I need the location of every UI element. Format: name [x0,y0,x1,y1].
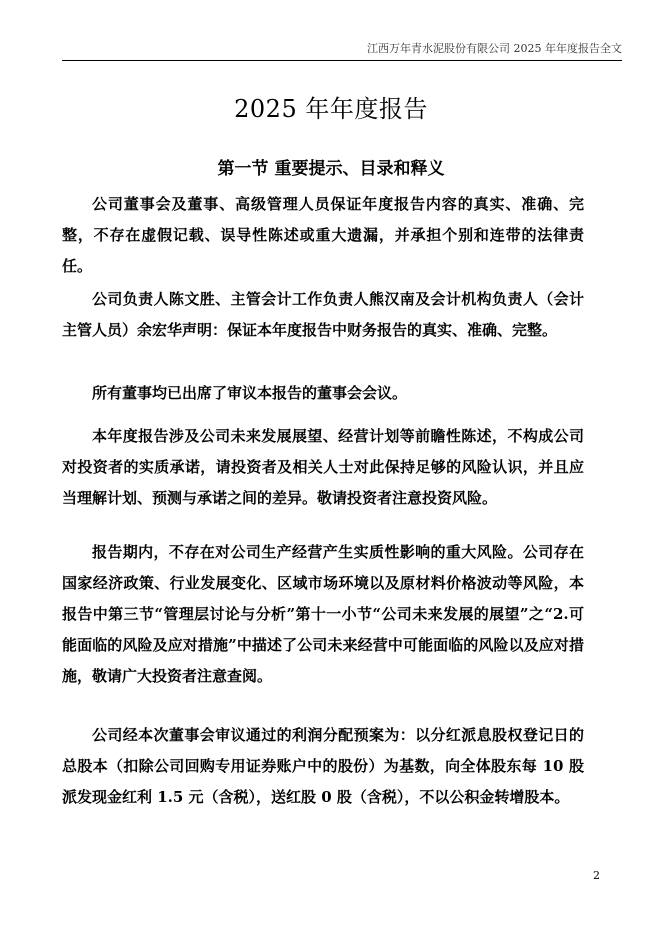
paragraph-board-guarantee: 公司董事会及董事、高级管理人员保证年度报告内容的真实、准确、完整，不存在虚假记载、误导性陈述或重大遗漏，并承担个别和连带的法律责任。 [62,195,584,275]
paragraph-board-attendance: 所有董事均已出席了审议本报告的董事会会议。 [92,384,408,402]
running-header: 江西万年青水泥股份有限公司 2025 年年度报告全文 [367,42,622,55]
paragraph-profit-distribution: 公司经本次董事会审议通过的利润分配预案为：以分红派息股权登记日的总股本（扣除公司回购专用证券账户中的股份）为基数，向全体股东每 10 股派发现金红利 1.5 元（含税），送红股 0 股（含税），不以公积金转增股本。 [62,726,584,806]
section-title: 第一节 重要提示、目录和释义 [217,159,445,180]
header-divider [62,60,622,61]
paragraph-responsible-persons: 公司负责人陈文胜、主管会计工作负责人熊汉南及会计机构负责人（会计主管人员）余宏华声明：保证本年度报告中财务报告的真实、准确、完整。 [62,290,584,339]
document-title: 2025 年年度报告 [234,95,428,124]
page-number: 2 [593,869,600,882]
paragraph-forward-looking: 本年度报告涉及公司未来发展展望、经营计划等前瞻性陈述，不构成公司对投资者的实质承诺，请投资者及相关人士对此保持足够的风险认识，并且应当理解计划、预测与承诺之间的差异。敬请投资者注意投资风险。 [62,427,584,507]
paragraph-risk-statement: 报告期内，不存在对公司生产经营产生实质性影响的重大风险。公司存在国家经济政策、行业发展变化、区域市场环境以及原材料价格波动等风险，本报告中第三节“管理层讨论与分析”第十一小节“公司未来发展的展望”之“2.可能面临的风险及应对措施”中描述了公司未来经营中可能面临的风险以及应对措施，敬请广大投资者注意查阅。 [62,543,584,685]
